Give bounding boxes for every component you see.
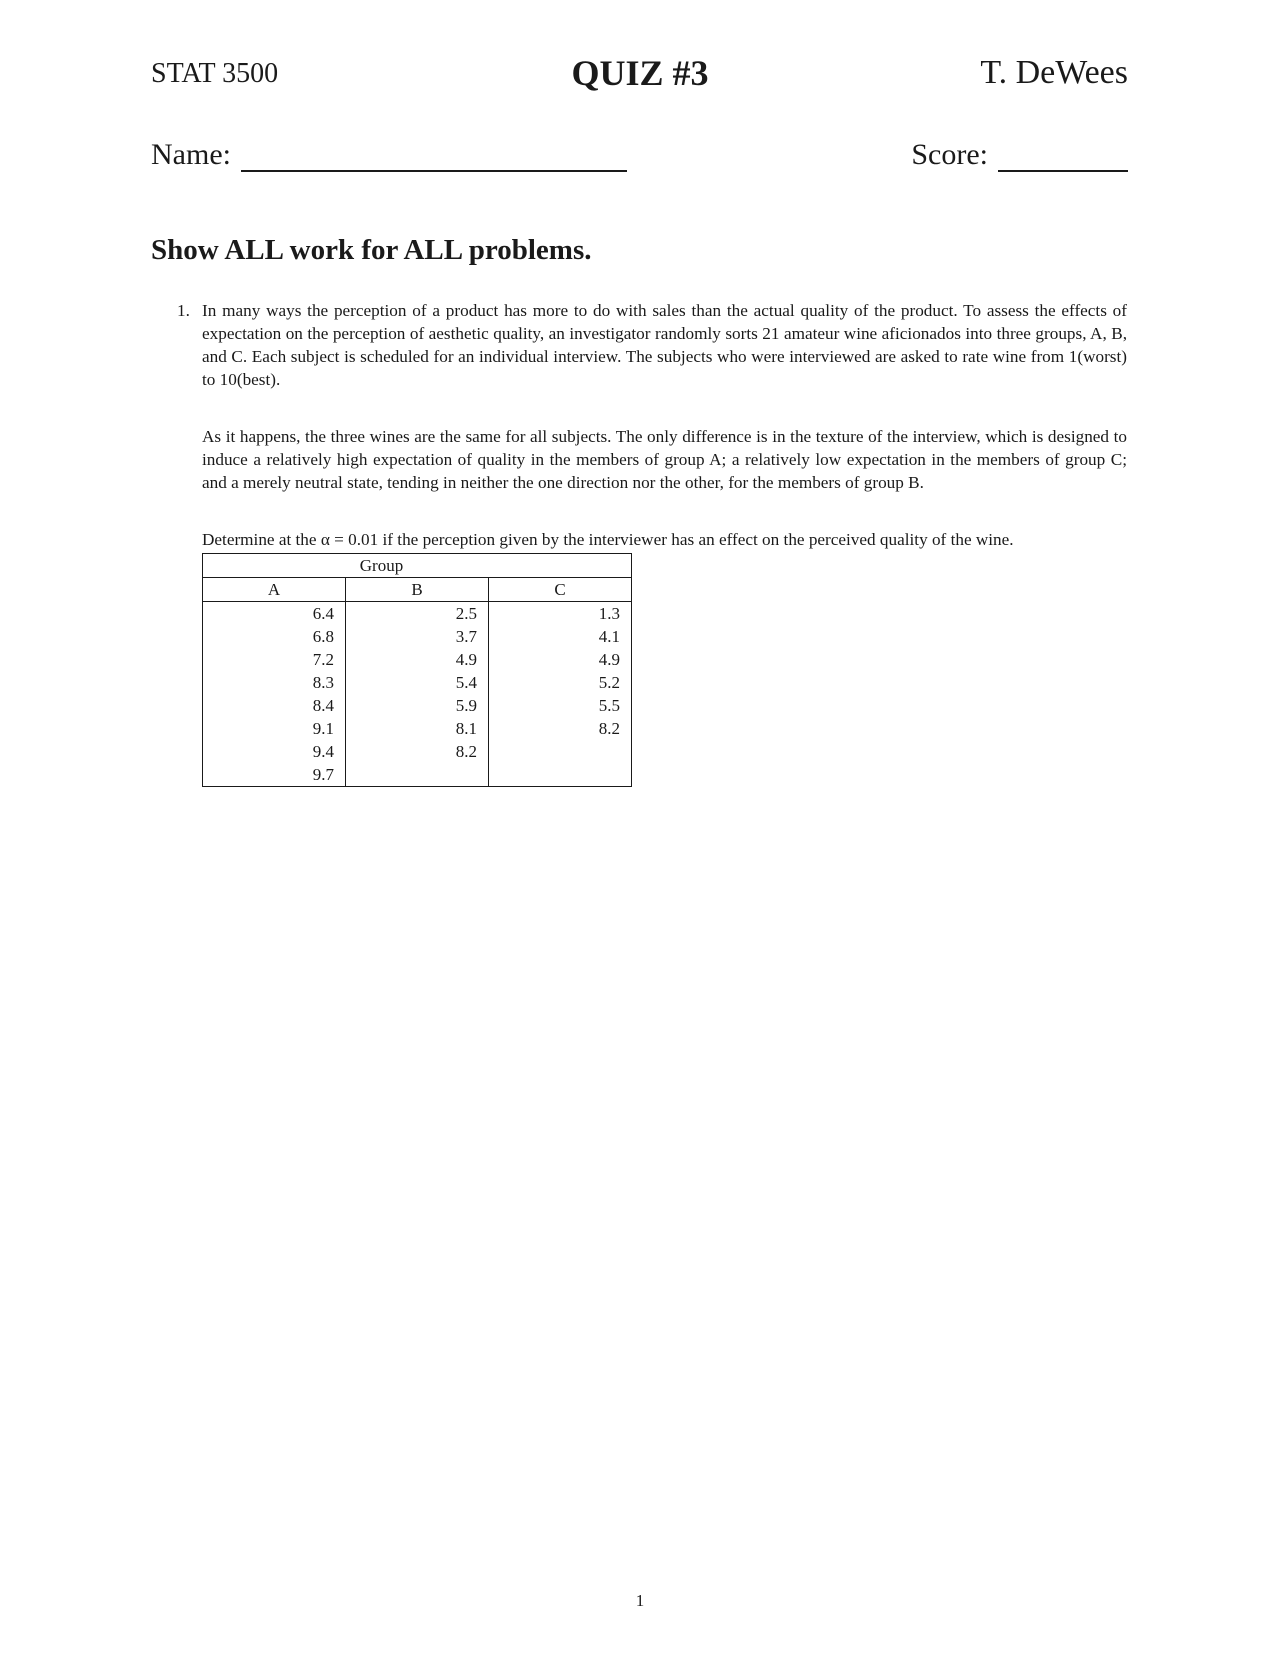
table-cell: 8.1 <box>346 717 489 740</box>
table-cell: 9.4 <box>203 740 346 763</box>
table-cell <box>346 763 489 787</box>
data-table <box>202 553 632 787</box>
table-cell: 4.9 <box>346 648 489 671</box>
table-cell: 5.4 <box>346 671 489 694</box>
name-field-row <box>151 138 627 172</box>
table-row <box>203 602 632 626</box>
table-row <box>203 648 632 671</box>
score-label: Score: <box>911 138 988 171</box>
table-cell: 3.7 <box>346 625 489 648</box>
table-row <box>203 717 632 740</box>
name-label: Name: <box>151 138 231 171</box>
table-cell: 5.2 <box>489 671 632 694</box>
table-group-header <box>203 554 632 578</box>
column-header-b: B <box>346 578 489 602</box>
problem-paragraph: As it happens, the three wines are the same for all subjects. The only difference is in the texture of the interview, which is designed to induce a relatively high expectation of quality in the members of group A; a relatively low expectation in the members of group C; and a merely neutral state, tending in neither the one direction nor the other, for the members of group B. <box>202 427 1127 492</box>
table-row <box>203 671 632 694</box>
table-cell: 9.7 <box>203 763 346 787</box>
table-cell: 5.9 <box>346 694 489 717</box>
table-cell: 9.1 <box>203 717 346 740</box>
table-cell: 7.2 <box>203 648 346 671</box>
problem-1 <box>177 299 1127 787</box>
group-label: Group <box>359 556 404 575</box>
table-cell: 8.2 <box>489 717 632 740</box>
table-cell: 8.4 <box>203 694 346 717</box>
table-row <box>203 694 632 717</box>
table-cell: 2.5 <box>346 602 489 626</box>
table-cell <box>489 740 632 763</box>
problem-number: 1. <box>177 301 190 320</box>
page-number: 1 <box>635 1591 645 1610</box>
table-cell: 6.4 <box>203 602 346 626</box>
column-header-c: C <box>489 578 632 602</box>
score-blank-line[interactable] <box>998 142 1128 172</box>
instructions-heading: Show ALL work for ALL problems. <box>151 234 592 266</box>
course-code: STAT 3500 <box>151 58 279 89</box>
page-title: QUIZ #3 <box>571 53 709 93</box>
table-cell <box>489 763 632 787</box>
table-row <box>203 763 632 787</box>
table-cell: 8.2 <box>346 740 489 763</box>
table-cell: 4.9 <box>489 648 632 671</box>
table-cell: 8.3 <box>203 671 346 694</box>
table-cell: 1.3 <box>489 602 632 626</box>
table-cell: 6.8 <box>203 625 346 648</box>
table-cell: 5.5 <box>489 694 632 717</box>
table-cell: 4.1 <box>489 625 632 648</box>
name-blank-line[interactable] <box>241 142 627 172</box>
score-field-row <box>911 138 1128 172</box>
table-row <box>203 740 632 763</box>
problem-paragraph: Determine at the α = 0.01 if the perception given by the interviewer has an effect on the perceived quality of the wine. <box>202 530 1014 549</box>
author-name: T. DeWees <box>980 54 1128 91</box>
column-header-a: A <box>203 578 346 602</box>
problem-paragraph: In many ways the perception of a product has more to do with sales than the actual quality of the product. To assess the effects of expectation on the perception of aesthetic quality, an investigator randomly sorts 21 amateur wine aficionados into three groups, A, B, and C. Each subject is scheduled for an individual interview. The subjects who were interviewed are asked to rate wine from 1(worst) to 10(best). <box>202 301 1127 389</box>
table-row <box>203 625 632 648</box>
